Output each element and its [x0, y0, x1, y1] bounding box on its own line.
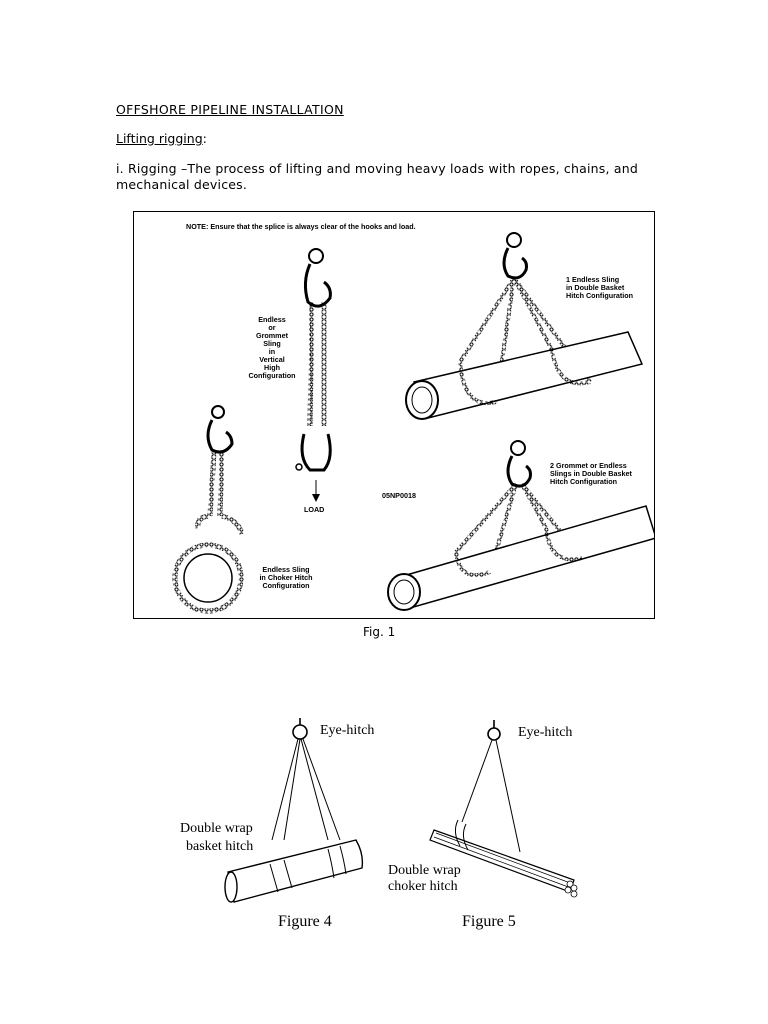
vertical-label-line: High [264, 363, 280, 372]
vertical-label-line: Endless [258, 315, 286, 324]
vertical-label-line: Sling [263, 339, 281, 348]
figures-4-5-svg [170, 712, 610, 942]
eye-hitch-ring-icon [293, 725, 307, 739]
vertical-label-line: Configuration [248, 371, 296, 380]
vertical-label-line: in [268, 347, 276, 356]
figures-4-5-illustration [170, 712, 610, 942]
choker-label-line: Configuration [262, 581, 310, 590]
choker-label-line: in Choker Hitch [259, 573, 313, 582]
crane-hook-icon [508, 456, 531, 486]
figure-1-note: NOTE: Ensure that the splice is always clear of the hooks and load. [186, 222, 416, 231]
basket2-label-line: Hitch Configuration [550, 477, 618, 486]
figure-1-caption: Fig. 1 [363, 625, 396, 639]
pipe-section-icon [175, 545, 241, 611]
figure-4-caption: Figure 4 [278, 913, 332, 930]
hook-eye-icon [212, 406, 224, 418]
basket1-label-line: Hitch Configuration [566, 291, 634, 300]
figure-1-svg [134, 212, 654, 618]
vertical-label-line: Vertical [259, 355, 285, 364]
crane-hook-icon [504, 248, 527, 278]
crane-hook-icon [208, 420, 232, 452]
crane-hook-icon [305, 264, 330, 306]
section-heading [116, 131, 207, 146]
eye-hitch-ring-icon [488, 728, 500, 740]
basket1-label-line: in Double Basket [566, 283, 625, 292]
basket2-label-line: Slings in Double Basket [550, 469, 632, 478]
eye-hitch-label-left: Eye-hitch [320, 723, 375, 738]
shackle-icon [302, 434, 330, 470]
choker-label-line: Endless Sling [262, 565, 310, 574]
pipe-icon [396, 506, 654, 608]
double-basket-sling-2-illustration [388, 441, 654, 610]
figure-5-caption: Figure 5 [462, 913, 516, 930]
basket1-label-line: 1 Endless Sling [566, 275, 620, 284]
choker-sling-illustration [175, 406, 313, 611]
eye-hitch-label-right: Eye-hitch [518, 725, 573, 740]
choker-label-line: choker hitch [388, 879, 458, 894]
hook-eye-icon [507, 233, 521, 247]
document-title: OFFSHORE PIPELINE INSTALLATION [116, 102, 344, 117]
body-paragraph: i. Rigging –The process of lifting and moving heavy loads with ropes, chains, and mechanical devices. [116, 161, 638, 192]
basket-label-line: basket hitch [186, 839, 254, 854]
basket2-label-line: 2 Grommet or Endless [550, 461, 627, 470]
double-basket-sling-1-illustration [406, 233, 642, 419]
figure-4-illustration [180, 718, 374, 930]
vertical-sling-illustration [248, 249, 330, 514]
figure-code: 05NP0018 [382, 491, 416, 500]
vertical-label-line: or [268, 323, 276, 332]
load-label: LOAD [304, 505, 325, 514]
section-heading-text: Lifting rigging [116, 131, 203, 146]
choker-label-line: Double wrap [388, 863, 461, 878]
hook-eye-icon [511, 441, 525, 455]
hook-eye-icon [309, 249, 323, 263]
section-heading-colon: : [202, 131, 207, 146]
basket-label-line: Double wrap [180, 821, 253, 836]
figure-5-illustration [388, 720, 577, 930]
pipe-icon [414, 332, 642, 418]
vertical-label-line: Grommet [256, 331, 288, 340]
figure-1-rigging-illustration [133, 211, 655, 619]
